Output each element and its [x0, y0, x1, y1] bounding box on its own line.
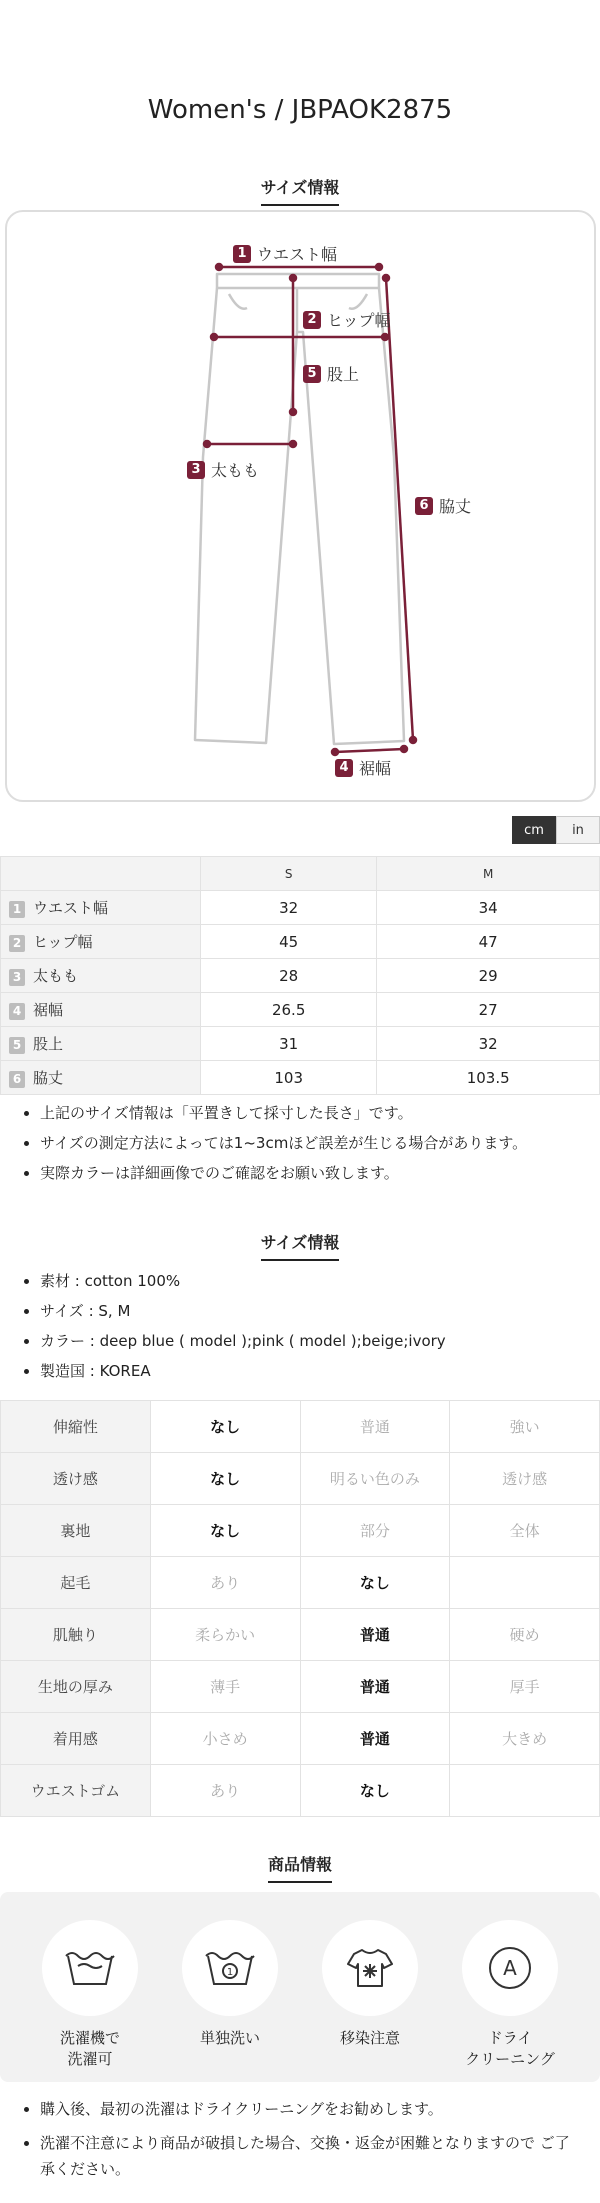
color-transfer-icon [322, 1920, 418, 2016]
row-label: 4 裾幅 [1, 993, 201, 1027]
feature-option: なし [300, 1557, 450, 1609]
table-row [1, 959, 600, 993]
table-row [1, 925, 600, 959]
feature-option: なし [150, 1401, 300, 1453]
table-cell: 47 [377, 925, 600, 959]
table-row [1, 1661, 600, 1713]
feature-option [450, 1557, 600, 1609]
row-label: 5 股上 [1, 1027, 201, 1061]
table-row [1, 1505, 600, 1557]
unit-cm-button[interactable]: cm [512, 816, 556, 844]
unit-in-button[interactable]: in [556, 816, 600, 844]
list-item: • 購入後、最初の洗濯はドライクリーニングをお勧めします。 [40, 2100, 580, 2118]
feature-label: ウエストゴム [1, 1765, 151, 1817]
feature-label: 肌触り [1, 1609, 151, 1661]
svg-text:A: A [503, 1956, 517, 1980]
diagram-label-rise: 5 股上 [303, 362, 359, 385]
feature-option: 硬め [450, 1609, 600, 1661]
table-row [1, 1061, 600, 1095]
feature-option: 厚手 [450, 1661, 600, 1713]
unit-toggle [512, 816, 600, 844]
table-cell: 29 [377, 959, 600, 993]
care-notes [18, 2100, 580, 2194]
separate-wash-icon [182, 1920, 278, 2016]
care-item-dry-clean: A ドライ クリーニング [445, 1920, 575, 2070]
feature-option: あり [150, 1765, 300, 1817]
feature-option: 普通 [300, 1661, 450, 1713]
feature-option: 透け感 [450, 1453, 600, 1505]
spec-list [18, 1272, 446, 1392]
table-row [1, 1609, 600, 1661]
feature-option: 普通 [300, 1609, 450, 1661]
feature-option: 柔らかい [150, 1609, 300, 1661]
feature-option: 普通 [300, 1713, 450, 1765]
list-item: • 洗濯不注意により商品が破損した場合、交換・返金が困難となりますので ご了承ください。 [40, 2130, 580, 2182]
diagram-label-thigh: 3 太もも [187, 458, 259, 481]
size-table [0, 856, 600, 1095]
table-row [1, 1027, 600, 1061]
feature-option: なし [150, 1453, 300, 1505]
table-cell: 45 [201, 925, 377, 959]
table-cell: 103.5 [377, 1061, 600, 1095]
table-cell: 26.5 [201, 993, 377, 1027]
page-title: Women's / JBPAOK2875 [147, 95, 453, 125]
feature-option: なし [300, 1765, 450, 1817]
feature-option: 薄手 [150, 1661, 300, 1713]
list-item: • サイズの測定方法によっては1~3cmほど誤差が生じる場合があります。 [40, 1134, 527, 1152]
feature-label: 生地の厚み [1, 1661, 151, 1713]
column-header-s: S [201, 857, 377, 891]
feature-option: なし [150, 1505, 300, 1557]
care-item-separate-wash: 1 単独洗い [165, 1920, 295, 2049]
feature-option [450, 1765, 600, 1817]
table-row [1, 1401, 600, 1453]
size-info-heading: サイズ情報 [0, 175, 600, 206]
dry-clean-icon [462, 1920, 558, 2016]
list-item: • カラー : deep blue ( model );pink ( model );beige;ivory [40, 1332, 446, 1350]
feature-label: 伸縮性 [1, 1401, 151, 1453]
diagram-label-hip: 2 ヒップ幅 [303, 308, 391, 331]
table-row [1, 1713, 600, 1765]
pants-size-diagram [5, 210, 596, 802]
feature-option: 明るい色のみ [300, 1453, 450, 1505]
list-item: • 製造国 : KOREA [40, 1362, 446, 1380]
column-header-m: M [377, 857, 600, 891]
feature-option: 小さめ [150, 1713, 300, 1765]
table-cell: 103 [201, 1061, 377, 1095]
feature-label: 透け感 [1, 1453, 151, 1505]
table-row [1, 1453, 600, 1505]
list-item: • 実際カラーは詳細画像でのご確認をお願い致します。 [40, 1164, 527, 1182]
table-cell: 27 [377, 993, 600, 1027]
care-instructions [0, 1892, 600, 2082]
pants-outline-icon [7, 212, 598, 804]
feature-label: 着用感 [1, 1713, 151, 1765]
diagram-label-outseam: 6 脇丈 [415, 494, 471, 517]
row-label: 6 脇丈 [1, 1061, 201, 1095]
table-cell: 32 [201, 891, 377, 925]
feature-table [0, 1400, 600, 1817]
diagram-label-hem: 4 裾幅 [335, 756, 391, 779]
list-item: • 上記のサイズ情報は「平置きして採寸した長さ」です。 [40, 1104, 527, 1122]
feature-option: 部分 [300, 1505, 450, 1557]
svg-text:1: 1 [226, 1967, 234, 1978]
row-label: 2 ヒップ幅 [1, 925, 201, 959]
feature-label: 起毛 [1, 1557, 151, 1609]
feature-option: 強い [450, 1401, 600, 1453]
row-label: 3 太もも [1, 959, 201, 993]
feature-option: 大きめ [450, 1713, 600, 1765]
feature-label: 裏地 [1, 1505, 151, 1557]
feature-option: 普通 [300, 1401, 450, 1453]
row-label: 1 ウエスト幅 [1, 891, 201, 925]
table-cell: 28 [201, 959, 377, 993]
product-info-heading: 商品情報 [0, 1852, 600, 1883]
table-cell: 34 [377, 891, 600, 925]
table-row [1, 993, 600, 1027]
list-item: • サイズ : S, M [40, 1302, 446, 1320]
machine-wash-icon [42, 1920, 138, 2016]
table-header-row [1, 857, 600, 891]
list-item: • 素材 : cotton 100% [40, 1272, 446, 1290]
feature-option: 全体 [450, 1505, 600, 1557]
diagram-label-waist: 1 ウエスト幅 [233, 242, 337, 265]
table-row [1, 1557, 600, 1609]
care-item-color-transfer: 移染注意 [305, 1920, 435, 2049]
spec-heading: サイズ情報 [0, 1230, 600, 1261]
table-cell: 31 [201, 1027, 377, 1061]
feature-option: あり [150, 1557, 300, 1609]
table-corner [1, 857, 201, 891]
size-notes [18, 1104, 527, 1194]
care-item-machine-wash: 洗濯機で 洗濯可 [25, 1920, 155, 2070]
table-row [1, 891, 600, 925]
table-cell: 32 [377, 1027, 600, 1061]
table-row [1, 1765, 600, 1817]
